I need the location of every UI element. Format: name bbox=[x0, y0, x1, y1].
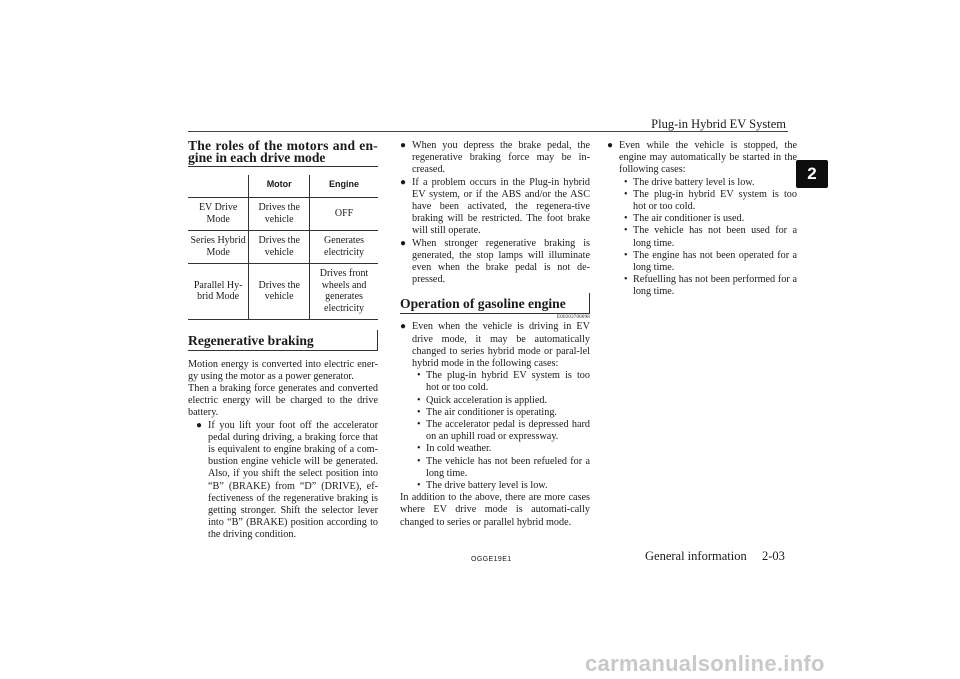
table-cell-motor: Drives the vehicle bbox=[249, 197, 310, 230]
regen-bullet-text: If you lift your foot off the accelerator pedal during driving, a braking force that is equivalent to engine braking of a com-bustion engine vehicle will be generated. Also, if you shift the select position into “B” (BRAKE) from “D” (DRIVE), ef-fectiveness of the regenerative braking is getting stronger. Shift the selector lever into “B” (BRAKE) position according to the driving condition. bbox=[208, 419, 378, 541]
table-cell-engine: OFF bbox=[310, 197, 378, 230]
header-rule bbox=[188, 131, 788, 132]
list-item: • In cold weather. bbox=[417, 443, 492, 455]
table-row bbox=[188, 230, 378, 263]
table-cell-engine: Generates electricity bbox=[310, 230, 378, 263]
list-item: • The plug-in hybrid EV system is too hot or too cold. bbox=[417, 370, 590, 394]
watermark-text: carmanualsonline.info bbox=[585, 651, 825, 676]
list-item: • The plug-in hybrid EV system is too hot or too cold. bbox=[624, 188, 797, 213]
list-item: • The accelerator pedal is depressed hard on an uphill road or expressway. bbox=[417, 419, 590, 443]
bullet-text: If a problem occurs in the Plug-in hybrid EV system, or if the ABS and/or the ASC have been activated, the regenera-tive braking will be restricted. The foot brake will still operate. bbox=[412, 176, 590, 237]
list-item bbox=[607, 140, 797, 177]
table-header bbox=[188, 175, 249, 197]
bullet-icon: ● bbox=[400, 176, 407, 188]
list-item: • Refuelling has not been performed for a long time. bbox=[624, 274, 797, 298]
table-row bbox=[188, 263, 378, 319]
bullet-icon: ● bbox=[400, 237, 407, 249]
chapter-tab: 2 bbox=[796, 160, 828, 188]
stopped-bullet-text: Even while the vehicle is stopped, the engine may automatically be started in the following cases: bbox=[619, 140, 797, 176]
list-item: • Quick acceleration is applied. bbox=[417, 394, 548, 406]
stopped-case-list bbox=[607, 177, 797, 299]
gas-after-paragraph: In addition to the above, there are more cases where EV drive mode is automati-cally changed to series or parallel hybrid mode. bbox=[400, 492, 590, 528]
regen-paragraph-1: Motion energy is converted into electric ener-gy using the motor as a power generator. bbox=[188, 358, 378, 382]
gas-case-list bbox=[400, 370, 590, 492]
list-item: • The engine has not been operated for a long time. bbox=[624, 249, 797, 274]
table-row bbox=[188, 197, 378, 230]
bullet-icon: ● bbox=[400, 321, 407, 333]
table-cell-mode: Series Hybrid Mode bbox=[188, 230, 249, 263]
list-item: • The vehicle has not been refueled for a long time. bbox=[417, 455, 590, 479]
section-heading-roles bbox=[188, 140, 378, 167]
list-item bbox=[400, 321, 590, 370]
list-item bbox=[188, 420, 378, 542]
table-cell-mode: Parallel Hy- brid Mode bbox=[188, 263, 249, 319]
document-code: OGGE19E1 bbox=[471, 556, 512, 563]
list-item: • The drive battery level is low. bbox=[417, 480, 548, 492]
column-1 bbox=[188, 140, 378, 542]
column-2 bbox=[400, 140, 590, 529]
section-heading-regen: Regenerative braking bbox=[188, 333, 378, 351]
table-header: Motor bbox=[249, 175, 310, 197]
list-item bbox=[400, 177, 590, 238]
running-header-title: Plug-in Hybrid EV System bbox=[651, 117, 786, 131]
list-item bbox=[400, 238, 590, 287]
page-number: 2-03 bbox=[762, 549, 785, 563]
bullet-icon: ● bbox=[400, 140, 407, 151]
bullet-icon: ● bbox=[607, 140, 614, 151]
table-cell-mode: EV Drive Mode bbox=[188, 197, 249, 230]
gas-bullet-text: Even when the vehicle is driving in EV drive mode, it may be automatically changed to series hybrid mode or paral-lel hybrid mode in the following cases: bbox=[412, 321, 590, 370]
reference-code: E00203700098 bbox=[557, 315, 590, 321]
table-cell-motor: Drives the vehicle bbox=[249, 230, 310, 263]
section-heading-gasoline: Operation of gasoline engine bbox=[400, 296, 590, 314]
heading-line-1: The roles of the motors and en- bbox=[188, 138, 378, 153]
table-header: Engine bbox=[329, 179, 360, 189]
column-3 bbox=[607, 140, 797, 299]
footer-section-name: General information bbox=[645, 549, 747, 563]
regen-paragraph-2: Then a braking force generates and converted electric energy will be charged to the drive battery. bbox=[188, 382, 378, 419]
bullet-text: When you depress the brake pedal, the regenerative braking force may be in-creased. bbox=[412, 140, 590, 176]
list-item: • The air conditioner is operating. bbox=[417, 406, 557, 418]
list-item: • The drive battery level is low. bbox=[624, 176, 755, 188]
bullet-text: When stronger regenerative braking is generated, the stop lamps will illuminate even when the brake pedal is not de-pressed. bbox=[412, 237, 590, 286]
table-cell-motor: Drives the vehicle bbox=[249, 263, 310, 319]
list-item bbox=[400, 140, 590, 177]
drive-mode-table bbox=[188, 175, 378, 320]
list-item: • The vehicle has not been used for a long time. bbox=[624, 225, 797, 249]
heading-line-2: gine in each drive mode bbox=[188, 150, 326, 165]
list-item: • The air conditioner is used. bbox=[624, 213, 745, 225]
bullet-icon: ● bbox=[196, 419, 203, 431]
table-cell-engine: Drives front wheels and generates electricity bbox=[310, 263, 378, 319]
